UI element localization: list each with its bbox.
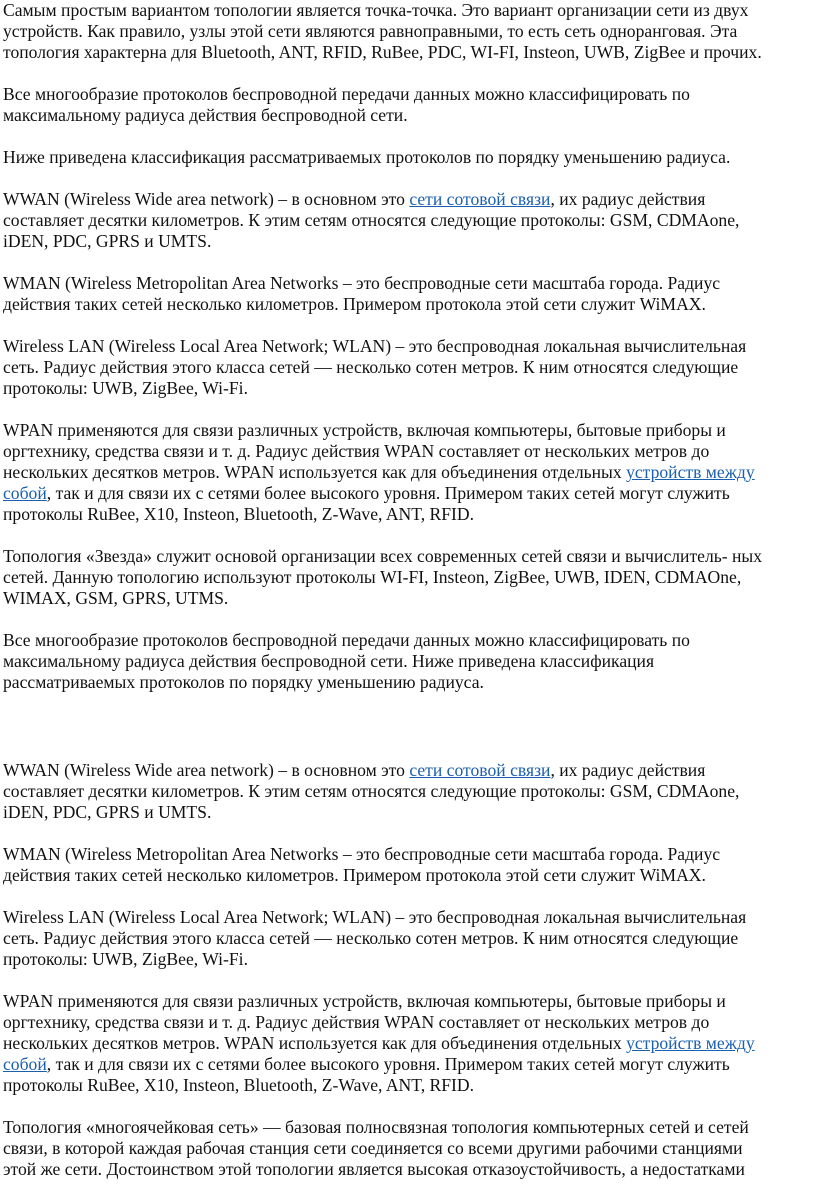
text-run: действия таких сетей несколько километров. Примером протокола этой сети служит WiMAX. [3, 294, 706, 314]
hyperlink[interactable]: собой [3, 1054, 47, 1074]
paragraph [3, 0, 762, 63]
text-run: рассматриваемых протоколов по порядку уменьшению радиуса. [3, 672, 484, 692]
text-run: оргтехнику, средства связи и т. д. Радиус действия WPAN составляет от нескольких метров до [3, 1012, 710, 1032]
text-run: максимальному радиуса действия беспроводной сети. [3, 105, 408, 125]
text-line [3, 802, 739, 823]
text-line [3, 781, 739, 802]
text-run: Топология «Звезда» служит основой организации всех современных сетей связи и вычислитель- ных [3, 546, 763, 566]
text-run: сетей. Данную топологию используют протоколы WI-FI, Insteon, ZigBee, UWB, IDEN, CDMAOne, [3, 567, 742, 587]
text-run: Ниже приведена классификация рассматриваемых протоколов по порядку уменьшению радиуса. [3, 147, 731, 167]
hyperlink[interactable]: устройств между [626, 1033, 755, 1053]
text-run: Самым простым вариантом топологии является точка-точка. Это вариант организации сети из двух [3, 0, 749, 20]
paragraph [3, 336, 746, 399]
text-line [3, 42, 762, 63]
text-run: Wireless LAN (Wireless Local Area Network; WLAN) – это беспроводная локальная вычислительная [3, 336, 747, 356]
paragraph [3, 420, 755, 525]
text-line [3, 1012, 755, 1033]
hyperlink[interactable]: сети сотовой связи [409, 189, 551, 209]
text-line [3, 588, 762, 609]
paragraph [3, 189, 739, 252]
text-run: протоколы RuBee, X10, Insteon, Bluetooth, Z-Wave, ANT, RFID. [3, 504, 474, 524]
text-line [3, 1033, 755, 1054]
hyperlink[interactable]: собой [3, 483, 47, 503]
paragraph [3, 991, 755, 1096]
text-line [3, 273, 720, 294]
paragraph [3, 907, 746, 970]
text-line [3, 357, 746, 378]
text-line [3, 21, 762, 42]
text-line [3, 0, 762, 21]
text-run: , их радиус действия [550, 189, 706, 209]
text-run: WMAN (Wireless Metropolitan Area Networks – это беспроводные сети масштаба города. Радиус [3, 844, 721, 864]
text-line [3, 483, 755, 504]
text-line [3, 651, 690, 672]
text-run: составляет десятки километров. К этим сетям относятся следующие протоколы: GSM, CDMAone, [3, 781, 740, 801]
text-line [3, 567, 762, 588]
text-line [3, 760, 739, 781]
text-run: WIMAX, GSM, GPRS, UTMS. [3, 588, 229, 608]
text-line [3, 1054, 755, 1075]
text-line [3, 189, 739, 210]
text-run: WPAN применяются для связи различных устройств, включая компьютеры, бытовые приборы и [3, 991, 726, 1011]
text-run: сеть. Радиус действия этого класса сетей — несколько сотен метров. К ним относятся следующие [3, 928, 739, 948]
text-line [3, 1075, 755, 1096]
text-run: действия таких сетей несколько километров. Примером протокола этой сети служит WiMAX. [3, 865, 706, 885]
text-run: протоколы: UWB, ZigBee, Wi-Fi. [3, 949, 248, 969]
text-line [3, 907, 746, 928]
text-line [3, 441, 755, 462]
text-line [3, 865, 720, 886]
text-line [3, 105, 690, 126]
text-run: , так и для связи их с сетями более высокого уровня. Примером таких сетей могут служить [46, 483, 730, 503]
text-line [3, 420, 755, 441]
text-run: связи, в которой каждая рабочая станция сети соединяется со всеми другими рабочими станциями [3, 1138, 743, 1158]
text-line [3, 336, 746, 357]
text-line [3, 928, 746, 949]
hyperlink[interactable]: устройств между [626, 462, 755, 482]
text-run: WPAN применяются для связи различных устройств, включая компьютеры, бытовые приборы и [3, 420, 726, 440]
paragraph [3, 760, 739, 823]
text-line [3, 630, 690, 651]
text-run: , так и для связи их с сетями более высокого уровня. Примером таких сетей могут служить [46, 1054, 730, 1074]
text-run: этой же сети. Достоинством этой топологии является высокая отказоустойчивость, а недостатками [3, 1159, 745, 1179]
text-run: нескольких десятков метров. WPAN используется как для объединения отдельных [3, 462, 627, 482]
text-line [3, 991, 755, 1012]
text-line [3, 546, 762, 567]
text-run: нескольких десятков метров. WPAN используется как для объединения отдельных [3, 1033, 627, 1053]
text-run: протоколы RuBee, X10, Insteon, Bluetooth, Z-Wave, ANT, RFID. [3, 1075, 474, 1095]
paragraph [3, 273, 720, 315]
hyperlink[interactable]: сети сотовой связи [409, 760, 551, 780]
text-run: WWAN (Wireless Wide area network) – в основном это [3, 760, 410, 780]
text-run: топология характерна для Bluetooth, ANT, RFID, RuBee, PDC, WI-FI, Insteon, UWB, ZigBee и прочих. [3, 42, 762, 62]
text-line [3, 1138, 749, 1159]
text-line [3, 378, 746, 399]
text-run: Все многообразие протоколов беспроводной передачи данных можно классифицировать по [3, 630, 690, 650]
text-run: составляет десятки километров. К этим сетям относятся следующие протоколы: GSM, CDMAone, [3, 210, 740, 230]
text-line [3, 1117, 749, 1138]
text-run: Все многообразие протоколов беспроводной передачи данных можно классифицировать по [3, 84, 690, 104]
text-line [3, 231, 739, 252]
text-run: iDEN, PDC, GPRS и UMTS. [3, 802, 212, 822]
text-run: протоколы: UWB, ZigBee, Wi-Fi. [3, 378, 248, 398]
text-run: WMAN (Wireless Metropolitan Area Networks – это беспроводные сети масштаба города. Радиус [3, 273, 721, 293]
text-run: , их радиус действия [550, 760, 706, 780]
text-run: Wireless LAN (Wireless Local Area Network; WLAN) – это беспроводная локальная вычислительная [3, 907, 747, 927]
paragraph [3, 546, 762, 609]
text-line [3, 504, 755, 525]
paragraph [3, 84, 690, 126]
text-run: сеть. Радиус действия этого класса сетей — несколько сотен метров. К ним относятся следующие [3, 357, 739, 377]
paragraph [3, 844, 720, 886]
text-line [3, 949, 746, 970]
text-line [3, 210, 739, 231]
text-run: iDEN, PDC, GPRS и UMTS. [3, 231, 212, 251]
paragraph [3, 630, 690, 693]
text-run: Топология «многоячейковая сеть» — базовая полносвязная топология компьютерных сетей и сетей [3, 1117, 749, 1137]
text-line [3, 672, 690, 693]
paragraph [3, 147, 730, 168]
text-run: максимальному радиуса действия беспроводной сети. Ниже приведена классификация [3, 651, 655, 671]
text-line [3, 844, 720, 865]
text-run: устройств. Как правило, узлы этой сети являются равноправными, то есть сеть одноранговая. Эта [3, 21, 738, 41]
text-line [3, 294, 720, 315]
text-line [3, 147, 730, 168]
text-line [3, 462, 755, 483]
text-line [3, 84, 690, 105]
paragraph [3, 1117, 749, 1180]
text-run: оргтехнику, средства связи и т. д. Радиус действия WPAN составляет от нескольких метров до [3, 441, 710, 461]
text-run: WWAN (Wireless Wide area network) – в основном это [3, 189, 410, 209]
text-line [3, 1159, 749, 1180]
